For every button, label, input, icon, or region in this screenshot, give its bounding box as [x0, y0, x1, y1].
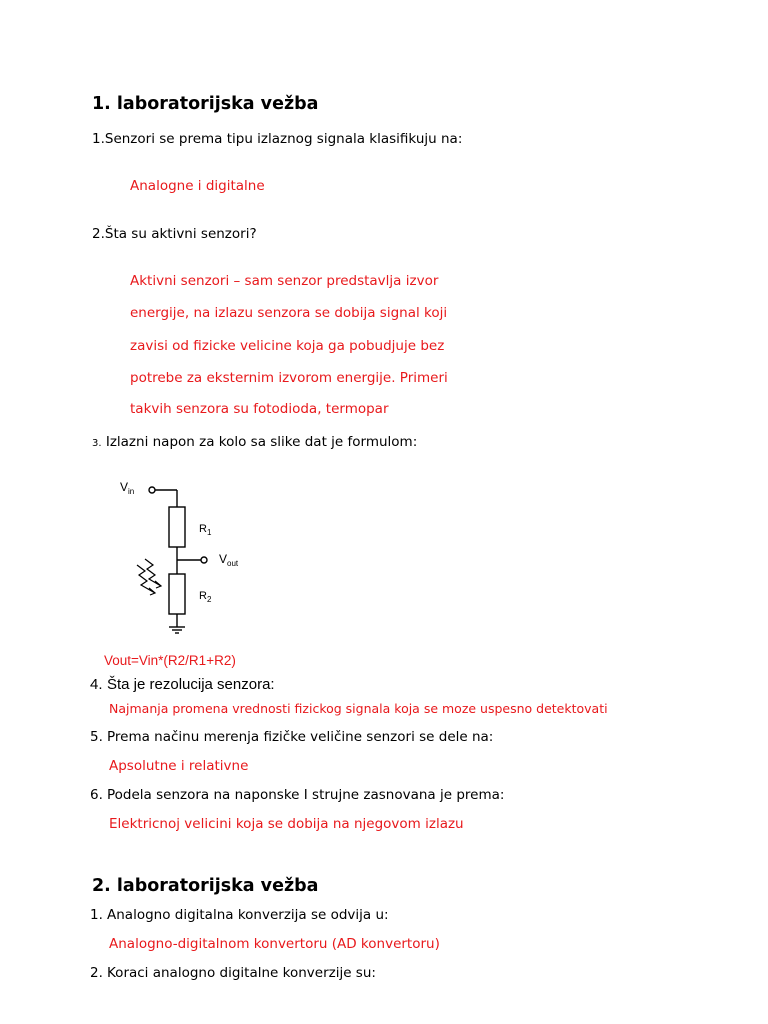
ground-icon — [169, 627, 185, 633]
lab1-question-1: 1.Senzori se prema tipu izlaznog signala klasifikuju na: — [92, 131, 463, 147]
r1-label: $R_1$ — [199, 523, 212, 537]
lab1-question-6 — [90, 787, 504, 803]
resistor-r1 — [169, 507, 185, 547]
r2-label: $R_2$ — [199, 590, 212, 604]
lab2-question-1-number: 1. — [90, 907, 103, 923]
lab2-heading: 2. laboratorijska vežba — [92, 876, 319, 896]
lab1-question-2: 2.Šta su aktivni senzori? — [92, 226, 257, 242]
light-arrows-icon — [137, 559, 161, 595]
lab1-question-4 — [90, 676, 275, 693]
lab1-answer-3-formula: Vout=Vin*(R2/R1+R2) — [104, 653, 236, 668]
lab1-question-3 — [92, 434, 417, 450]
vin-label: $V_{in}$ — [120, 480, 135, 496]
lab2-question-2-number: 2. — [90, 965, 103, 981]
lab2-question-1 — [90, 907, 389, 923]
lab1-answer-2-line-1: Aktivni senzori – sam senzor predstavlja izvor — [130, 273, 439, 289]
voltage-divider-circuit — [115, 475, 265, 640]
lab2-question-2-text: Koraci analogno digitalne konverzije su: — [107, 965, 376, 981]
lab1-question-3-number: 3. — [92, 438, 102, 449]
lab1-question-4-text: Šta je rezolucija senzora: — [107, 676, 275, 693]
lab2-question-1-text: Analogno digitalna konverzija se odvija u: — [107, 907, 389, 923]
lab1-answer-4: Najmanja promena vrednosti fizickog signala koja se moze uspesno detektovati — [109, 701, 608, 716]
lab1-question-5-number: 5. — [90, 729, 103, 745]
lab1-question-3-text: Izlazni napon za kolo sa slike dat je formulom: — [105, 434, 418, 450]
vout-terminal — [201, 557, 207, 563]
lab1-answer-1: Analogne i digitalne — [130, 178, 265, 194]
lab2-answer-1: Analogno-digitalnom konvertoru (AD konvertoru) — [109, 936, 440, 952]
lab1-question-6-number: 6. — [90, 787, 103, 803]
lab1-answer-2-line-3: zavisi od fizicke velicine koja ga pobudjuje bez — [130, 338, 445, 354]
lab1-question-4-number: 4. — [90, 676, 103, 693]
lab1-question-6-text: Podela senzora na naponske I strujne zasnovana je prema: — [107, 787, 505, 803]
lab1-answer-2-line-4: potrebe za eksternim izvorom energije. Primeri — [130, 370, 448, 386]
lab1-heading: 1. laboratorijska vežba — [92, 94, 319, 114]
resistor-r2 — [169, 574, 185, 614]
vout-label: $V_{out}$ — [219, 552, 239, 568]
vin-terminal — [149, 487, 155, 493]
lab2-question-2 — [90, 965, 376, 981]
lab1-question-5 — [90, 729, 493, 745]
lab1-answer-2-line-2: energije, na izlazu senzora se dobija signal koji — [130, 305, 448, 321]
lab1-answer-5: Apsolutne i relativne — [109, 758, 249, 774]
lab1-question-5-text: Prema načinu merenja fizičke veličine senzori se dele na: — [107, 729, 494, 745]
lab1-answer-6: Elektricnoj velicini koja se dobija na njegovom izlazu — [109, 816, 464, 832]
lab1-answer-2-line-5: takvih senzora su fotodioda, termopar — [130, 401, 389, 417]
